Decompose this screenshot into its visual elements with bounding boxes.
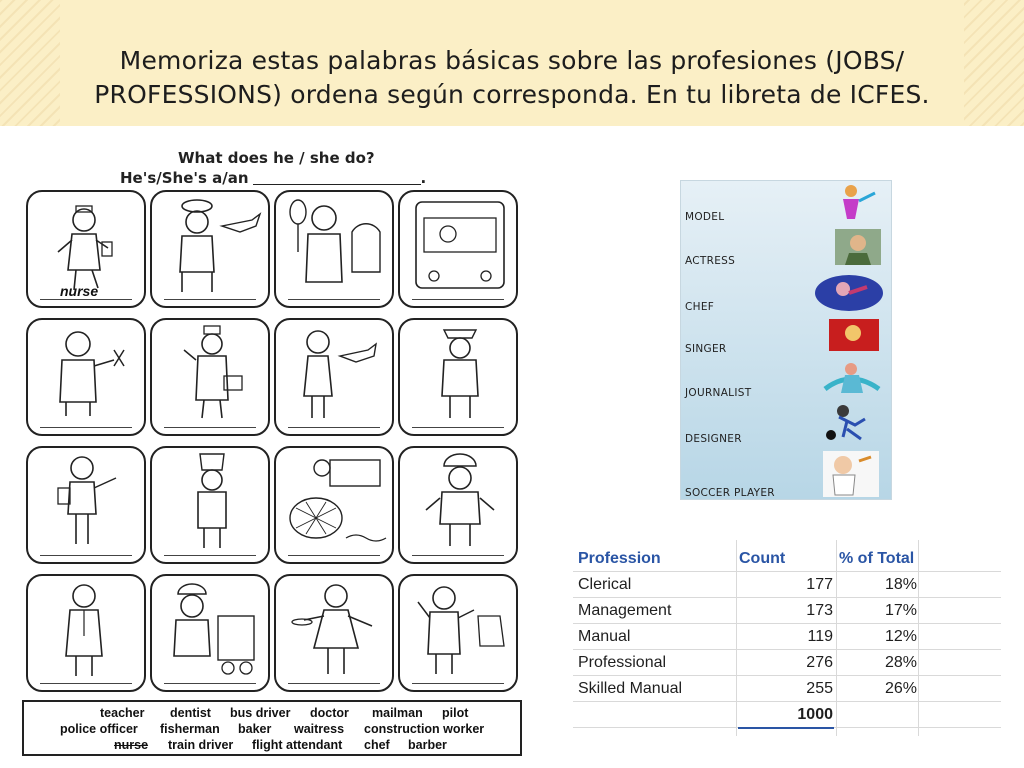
picture-cell-5 [26, 318, 146, 436]
profession-item-actress: ACTRESS [685, 255, 736, 267]
title-line-2: PROFESSIONS) ordena según corresponda. En tu libreta de ICFES. [94, 80, 930, 109]
answer-line [288, 299, 380, 300]
word-teacher: teacher [100, 706, 145, 720]
word-mailman: mailman [372, 706, 423, 720]
picture-cell-8 [398, 318, 518, 436]
journalist-clipart-icon [821, 359, 883, 397]
worksheet-prompt: He's/She's a/an [120, 169, 249, 187]
first-answer-nurse: nurse [60, 283, 99, 299]
picture-cell-12 [398, 446, 518, 564]
construction-worker-figure-icon [400, 448, 520, 566]
word-doctor: doctor [310, 706, 349, 720]
answer-line [40, 555, 132, 556]
table-column-divider [736, 540, 737, 736]
table-row [573, 676, 1001, 702]
word-construction-worker: construction worker [364, 722, 485, 736]
teacher-figure-icon [28, 448, 148, 566]
word-bank-row-1 [24, 706, 520, 722]
table-row [573, 624, 1001, 650]
slide-title [0, 44, 1024, 112]
picture-cell-9 [26, 446, 146, 564]
picture-cell-14 [150, 574, 270, 692]
designer-clipart-icon [821, 403, 879, 443]
profession-item-soccer-player: SOCCER PLAYER [685, 487, 775, 499]
word-nurse-crossed: nurse [114, 738, 149, 752]
cell-profession: Manual [578, 628, 631, 645]
worksheet-heading [120, 148, 426, 188]
answer-line [164, 555, 256, 556]
doctor-figure-icon [28, 576, 148, 694]
model-clipart-icon [829, 183, 885, 223]
answer-line [288, 683, 380, 684]
header-count: Count [739, 550, 786, 567]
answer-line [40, 683, 132, 684]
fisherman-figure-icon [276, 448, 396, 566]
picture-cell-1 [26, 190, 146, 308]
picture-cell-7 [274, 318, 394, 436]
header-profession: Profession [578, 550, 661, 567]
word-pilot: pilot [442, 706, 469, 720]
profession-item-model: MODEL [685, 211, 725, 223]
answer-line [40, 427, 132, 428]
job-picture-grid [22, 190, 522, 692]
worksheet-question: What does he / she do? [178, 149, 375, 167]
cell-percent: 28% [884, 654, 917, 671]
cell-percent: 26% [884, 680, 917, 697]
table-header-row [573, 546, 1001, 572]
cell-profession: Management [578, 602, 672, 619]
cell-count: 276 [806, 654, 833, 671]
cell-percent: 18% [884, 576, 917, 593]
soccer-player-clipart-icon [823, 451, 879, 497]
picture-cell-16 [398, 574, 518, 692]
cell-profession: Clerical [578, 576, 632, 593]
dentist-figure-icon [400, 576, 520, 694]
word-bus-driver: bus driver [230, 706, 291, 720]
table-body [553, 540, 1003, 740]
waitress-figure-icon [276, 576, 396, 694]
baker-figure-icon [276, 192, 396, 310]
profession-item-designer: DESIGNER [685, 433, 742, 445]
picture-cell-4 [398, 190, 518, 308]
answer-line [412, 427, 504, 428]
picture-cell-3 [274, 190, 394, 308]
word-dentist: dentist [170, 706, 211, 720]
answer-line [164, 683, 256, 684]
picture-cell-6 [150, 318, 270, 436]
chef-clipart-icon [813, 273, 885, 313]
header-percent: % of Total [839, 550, 915, 567]
picture-cell-11 [274, 446, 394, 564]
word-bank [22, 700, 522, 756]
cell-percent: 17% [884, 602, 917, 619]
word-bank-row-2 [24, 722, 520, 738]
answer-line [164, 427, 256, 428]
cell-profession: Professional [578, 654, 667, 671]
table-row [573, 650, 1001, 676]
word-police-officer: police officer [60, 722, 138, 736]
answer-line [412, 555, 504, 556]
flight-attendant-figure-icon [276, 320, 396, 438]
profession-list-panel [680, 180, 892, 500]
chef-figure-icon [152, 448, 272, 566]
profession-item-singer: SINGER [685, 343, 727, 355]
cell-percent: 12% [884, 628, 917, 645]
profession-item-chef: CHEF [685, 301, 715, 313]
actress-clipart-icon [835, 229, 881, 265]
answer-line [412, 299, 504, 300]
police-officer-figure-icon [400, 320, 520, 438]
train-driver-figure-icon [152, 576, 272, 694]
cell-count: 119 [807, 628, 833, 645]
answer-blank [253, 184, 421, 185]
picture-cell-2 [150, 190, 270, 308]
table-row [573, 598, 1001, 624]
cell-count: 173 [806, 602, 833, 619]
table-column-divider [836, 540, 837, 736]
table-column-divider [918, 540, 919, 736]
word-chef: chef [364, 738, 390, 752]
word-waitress: waitress [294, 722, 345, 736]
worksheet-prompt-row: He's/She's a/an . [120, 169, 427, 187]
cell-count: 177 [806, 576, 833, 593]
answer-line [40, 299, 132, 300]
word-barber: barber [408, 738, 447, 752]
mailman-figure-icon [152, 320, 272, 438]
singer-clipart-icon [829, 319, 879, 351]
answer-line [288, 555, 380, 556]
word-fisherman: fisherman [160, 722, 220, 736]
title-line-1: Memoriza estas palabras básicas sobre las profesiones (JOBS/ [119, 46, 905, 75]
word-flight-attendant: flight attendant [252, 738, 343, 752]
barber-figure-icon [28, 320, 148, 438]
pilot-figure-icon [152, 192, 272, 310]
picture-cell-13 [26, 574, 146, 692]
cell-total-count: 1000 [797, 706, 833, 723]
table-total-row [573, 702, 1001, 728]
answer-line [288, 427, 380, 428]
picture-cell-15 [274, 574, 394, 692]
table-row [573, 572, 1001, 598]
cell-profession: Skilled Manual [578, 680, 683, 697]
picture-cell-10 [150, 446, 270, 564]
word-bank-row-3 [24, 738, 520, 754]
answer-line [164, 299, 256, 300]
word-baker: baker [238, 722, 272, 736]
cell-count: 255 [806, 680, 833, 697]
profession-item-journalist: JOURNALIST [685, 387, 752, 399]
answer-line [412, 683, 504, 684]
bus-driver-figure-icon [400, 192, 520, 310]
total-underline [738, 727, 834, 729]
word-train-driver: train driver [168, 738, 234, 752]
